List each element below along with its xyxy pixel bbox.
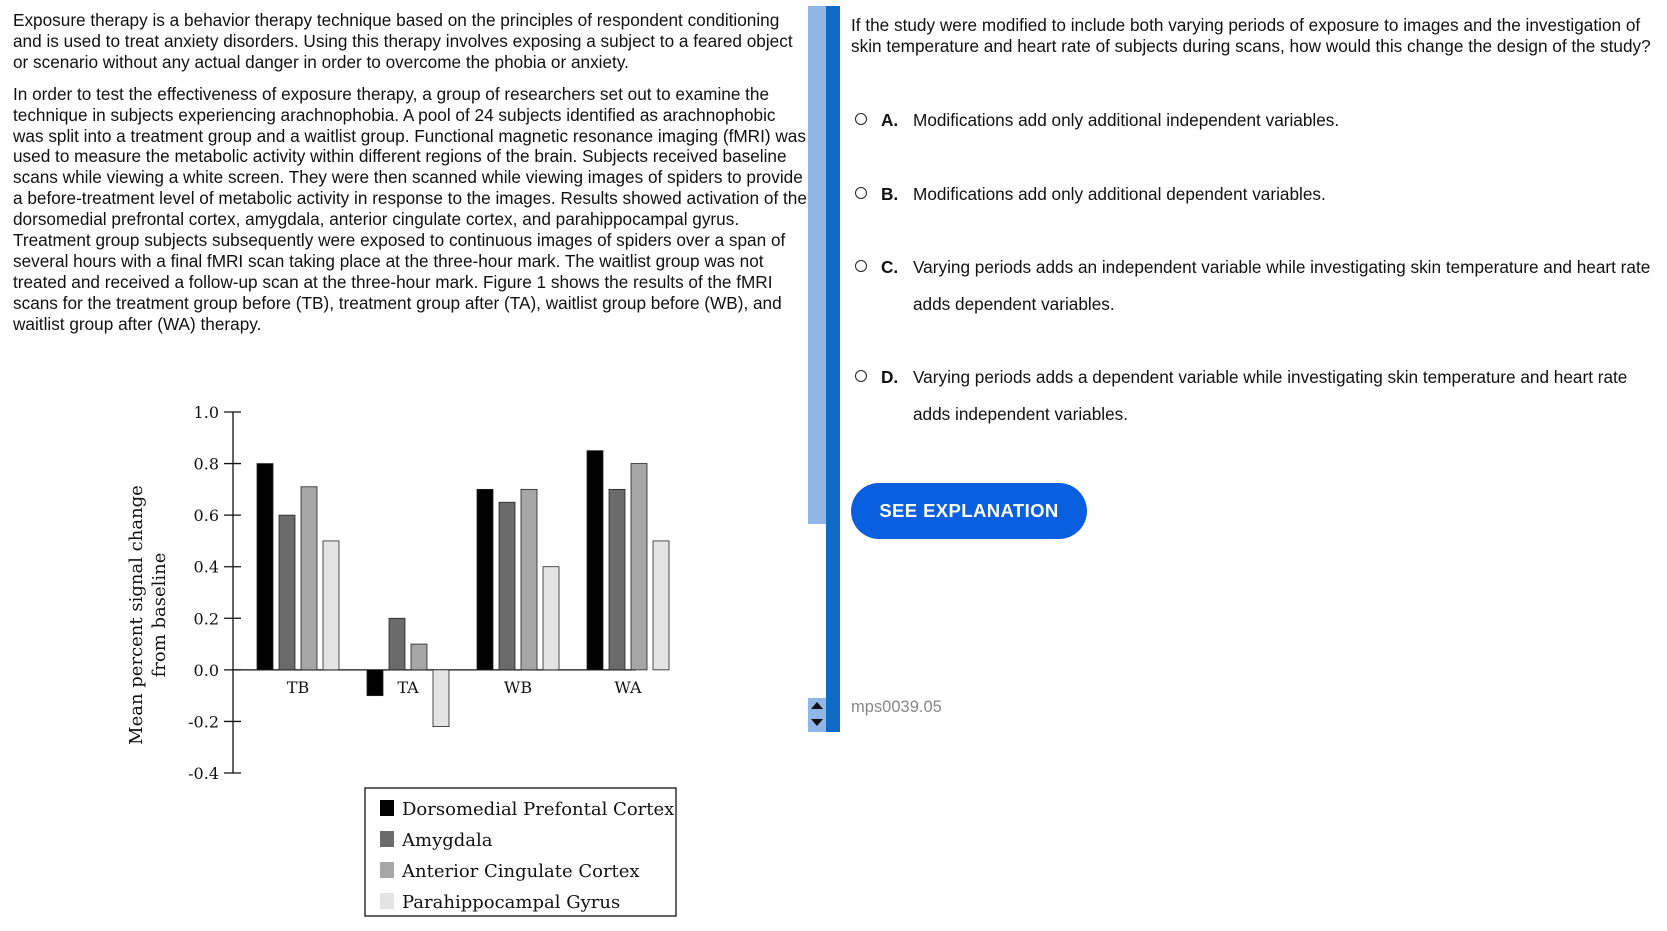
- question-code: mps0039.05: [851, 698, 942, 716]
- passage: [13, 10, 808, 346]
- chart-legend: [365, 788, 676, 916]
- y-tick-label: 0.4: [193, 557, 219, 577]
- scrollbar-thumb-gap: [808, 524, 826, 698]
- radio-circle-icon[interactable]: [855, 187, 867, 199]
- y-axis-label-line-2: from baseline: [149, 552, 170, 678]
- y-axis-label-line-1: Mean percent signal change: [126, 485, 147, 745]
- bar-wb-1: [477, 489, 493, 670]
- figure-1-bar-chart: [120, 395, 675, 913]
- bar-ta-3: [411, 644, 427, 670]
- scroll-up-button[interactable]: [809, 698, 825, 713]
- triangle-up-icon: [811, 702, 823, 709]
- passage-paragraph-1: Exposure therapy is a behavior therapy technique based on the principles of respondent conditioning and is used to treat anxiety disorders. Using this therapy involves exposing a subject to a feared object or scenario without any actual danger in order to overcome the phobia or anxiety.: [13, 10, 793, 72]
- bar-wa-2: [609, 489, 625, 670]
- legend-label: Amygdala: [402, 830, 493, 851]
- y-axis-label: [126, 485, 170, 745]
- y-tick-label: 0.2: [193, 609, 219, 629]
- radio-circle-icon[interactable]: [855, 113, 867, 125]
- y-tick-label: 0.6: [193, 506, 219, 526]
- question-prompt: If the study were modified to include both varying periods of exposure to images and the investigation of skin temperature and heart rate of subjects during scans, how would this change the design of the study?: [851, 15, 1651, 56]
- y-tick-label: -0.4: [188, 764, 219, 783]
- choice-letter: C.: [881, 257, 899, 277]
- y-tick-label: 1.0: [193, 403, 219, 422]
- legend-label: Anterior Cingulate Cortex: [402, 861, 640, 882]
- bar-ta-1: [367, 670, 383, 696]
- x-category-label: WA: [614, 677, 642, 697]
- triangle-down-icon: [811, 719, 823, 726]
- bar-wb-2: [499, 502, 515, 670]
- choice-text: Varying periods adds an independent variable while investigating skin temperature and heart rate adds dependent variables.: [913, 257, 1651, 314]
- chart-category-labels: [287, 678, 642, 697]
- choice-letter: B.: [881, 184, 899, 204]
- y-tick-label: 0.8: [193, 454, 219, 474]
- chart-bars: [257, 451, 669, 727]
- bar-wa-3: [631, 464, 647, 670]
- y-tick-label: -0.2: [188, 712, 219, 732]
- bar-tb-2: [279, 515, 295, 670]
- see-explanation-button[interactable]: SEE EXPLANATION: [851, 483, 1087, 539]
- bar-wa-1: [587, 451, 603, 670]
- x-category-label: TB: [286, 677, 310, 697]
- legend-swatch: [380, 893, 394, 909]
- legend-swatch: [380, 831, 394, 847]
- y-tick-label: 0.0: [193, 660, 219, 680]
- choice-text: Varying periods adds a dependent variable while investigating skin temperature and heart rate adds independent variables.: [913, 367, 1628, 424]
- legend-label: Parahippocampal Gyrus: [402, 892, 621, 913]
- x-category-label: WB: [503, 677, 533, 697]
- radio-circle-icon[interactable]: [855, 370, 867, 382]
- legend-swatch: [380, 800, 394, 816]
- legend-swatch: [380, 862, 394, 878]
- radio-circle-icon[interactable]: [855, 260, 867, 272]
- choice-letter: A.: [881, 110, 899, 130]
- choice-text: Modifications add only additional independent variables.: [913, 110, 1340, 130]
- x-category-label: TA: [397, 677, 419, 697]
- passage-paragraph-2: In order to test the effectiveness of exposure therapy, a group of researchers set out to examine the technique in subjects experiencing arachnophobia. A pool of 24 subjects identified as arachnophobic was split into a treatment group and a waitlist group. Functional magnetic resonance imaging (fMRI) was used to measure the metabolic activity within different regions of the brain. Subjects received baseline scans while viewing a white screen. They were then scanned while viewing images of spiders to provide a before-treatment level of metabolic activity in response to the images. Results showed activation of the dorsomedial prefrontal cortex, amygdala, anterior cingulate cortex, and parahippocampal gyrus. Treatment group subjects subsequently were exposed to continuous images of spiders over a span of several hours with a final fMRI scan taking place at the three-hour mark. The waitlist group was not treated and received a follow-up scan at the three-hour mark. Figure 1 shows the results of the fMRI scans for the treatment group before (TB), treatment group after (TA), waitlist group before (WB), and waitlist group after (WA) therapy.: [13, 83, 807, 334]
- chart-axes: [188, 403, 636, 783]
- bar-tb-4: [323, 541, 339, 670]
- choice-text: Modifications add only additional dependent variables.: [913, 184, 1326, 204]
- scroll-down-button[interactable]: [809, 715, 825, 730]
- legend-label: Dorsomedial Prefontal Cortex: [402, 799, 675, 820]
- bar-wb-3: [521, 489, 537, 670]
- bar-ta-2: [389, 618, 405, 670]
- bar-ta-4: [433, 670, 449, 727]
- bar-wb-4: [543, 567, 559, 670]
- pane-divider[interactable]: [826, 6, 840, 732]
- choice-letter: D.: [881, 367, 899, 387]
- bar-wa-4: [653, 541, 669, 670]
- bar-tb-1: [257, 464, 273, 670]
- bar-tb-3: [301, 487, 317, 670]
